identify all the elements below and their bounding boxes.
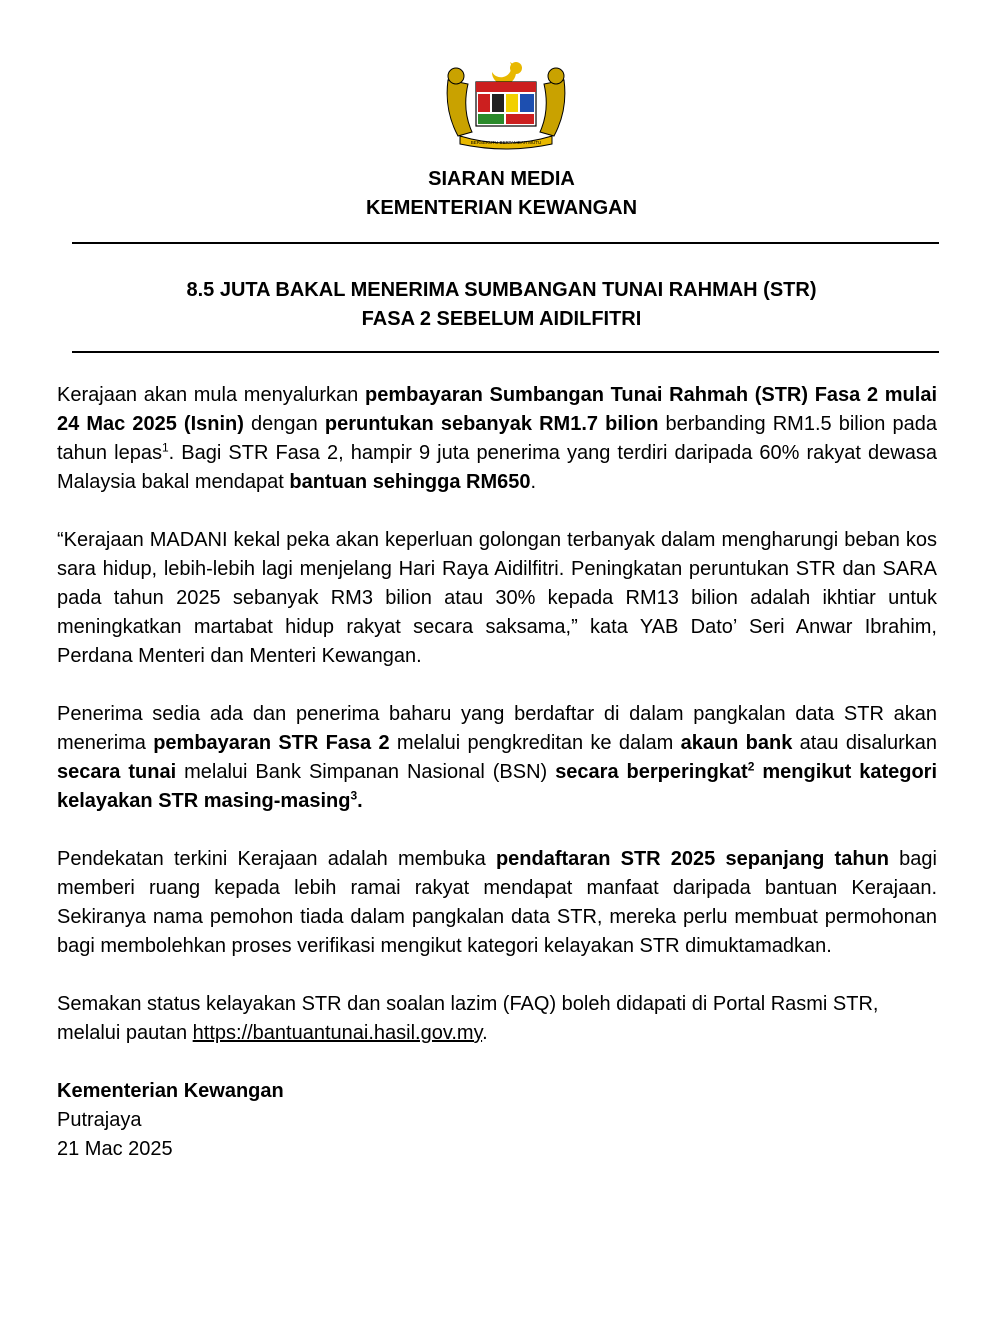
text: bagi memberi ruang kepada lebih ramai rakyat mendapat manfaat daripada bantuan Kerajaan. Sekiranya nama pemohon tiada dalam pangkalan data STR, mereka perlu membuat permohonan bagi membolehkan proses verifikasi mengikut kategori kelayakan STR dimuktamadkan. bbox=[57, 848, 937, 957]
bold-text: bantuan sehingga RM650 bbox=[289, 471, 531, 493]
title-line-2: FASA 2 SEBELUM AIDILFITRI bbox=[361, 308, 642, 330]
bold-text: akaun bank bbox=[680, 732, 793, 754]
text: Semakan status kelayakan STR dan soalan lazim (FAQ) boleh didapati di Portal Rasmi STR, melalui pautan bbox=[57, 993, 879, 1044]
str-portal-link[interactable]: https://bantuantunai.hasil.gov.my bbox=[192, 1022, 483, 1044]
header-line-2: KEMENTERIAN KEWANGAN bbox=[365, 197, 638, 219]
text: Pendekatan terkini Kerajaan adalah membuka bbox=[57, 848, 496, 870]
page-title bbox=[0, 276, 1003, 334]
malaysia-coat-of-arms-icon bbox=[440, 58, 572, 150]
divider-top bbox=[72, 242, 939, 244]
bold-text: mengikut kategori kelayakan STR masing-masing bbox=[57, 761, 938, 812]
footnote-ref: 2 bbox=[747, 759, 755, 774]
bold-text: peruntukan sebanyak RM1.7 bilion bbox=[324, 413, 659, 435]
text: . Bagi STR Fasa 2, hampir 9 juta penerima yang terdiri daripada 60% rakyat dewasa Malaysia bakal mendapat bbox=[57, 442, 937, 493]
paragraph-3 bbox=[57, 700, 937, 816]
signature-block bbox=[57, 1077, 937, 1164]
bold-text: secara berperingkat bbox=[555, 761, 748, 783]
footnote-ref: 1 bbox=[161, 440, 169, 455]
bold-text: pembayaran Sumbangan Tunai Rahmah (STR) Fasa 2 mulai 24 Mac 2025 (Isnin) bbox=[57, 384, 937, 435]
text: berbanding RM1.5 bilion pada tahun lepas bbox=[57, 413, 937, 464]
signature-org: Kementerian Kewangan bbox=[57, 1080, 284, 1102]
text: melalui Bank Simpanan Nasional (BSN) bbox=[176, 761, 556, 783]
paragraph-1 bbox=[57, 381, 937, 497]
paragraph-5 bbox=[57, 990, 937, 1048]
header-line-1: SIARAN MEDIA bbox=[428, 168, 575, 190]
signature-date: 21 Mac 2025 bbox=[57, 1138, 173, 1160]
title-line-1: 8.5 JUTA BAKAL MENERIMA SUMBANGAN TUNAI RAHMAH (STR) bbox=[186, 279, 817, 301]
text: melalui pengkreditan ke dalam bbox=[389, 732, 681, 754]
press-release-body bbox=[57, 381, 937, 1164]
signature-place: Putrajaya bbox=[57, 1109, 142, 1131]
paragraph-2: “Kerajaan MADANI kekal peka akan keperluan golongan terbanyak dalam mengharungi beban kos sara hidup, lebih-lebih lagi menjelang Hari Raya Aidilfitri. Peningkatan peruntukan STR dan SARA pada tahun 2025 sebanyak RM3 bilion atau 30% kepada RM13 bilion adalah ikhtiar untuk meningkatkan martabat hidup rakyat secara saksama,” kata YAB Dato’ Seri Anwar Ibrahim, Perdana Menteri dan Menteri Kewangan. bbox=[57, 529, 937, 667]
text: . bbox=[482, 1022, 488, 1044]
bold-text: . bbox=[357, 790, 363, 812]
bold-text: pendaftaran STR 2025 sepanjang tahun bbox=[495, 848, 889, 870]
text: Penerima sedia ada dan penerima baharu yang berdaftar di dalam pangkalan data STR akan menerima bbox=[57, 703, 937, 754]
bold-text: secara tunai bbox=[57, 761, 177, 783]
divider-bottom bbox=[72, 351, 939, 353]
bold-text: pembayaran STR Fasa 2 bbox=[153, 732, 390, 754]
footnote-ref: 3 bbox=[350, 788, 358, 803]
text: . bbox=[530, 471, 537, 493]
text: atau disalurkan bbox=[792, 732, 937, 754]
crest-motto: BERSEKUTU BERTAMBAH MUTU bbox=[470, 140, 542, 145]
text: dengan bbox=[243, 413, 325, 435]
paragraph-4 bbox=[57, 845, 937, 961]
text: Kerajaan akan mula menyalurkan bbox=[57, 384, 365, 406]
